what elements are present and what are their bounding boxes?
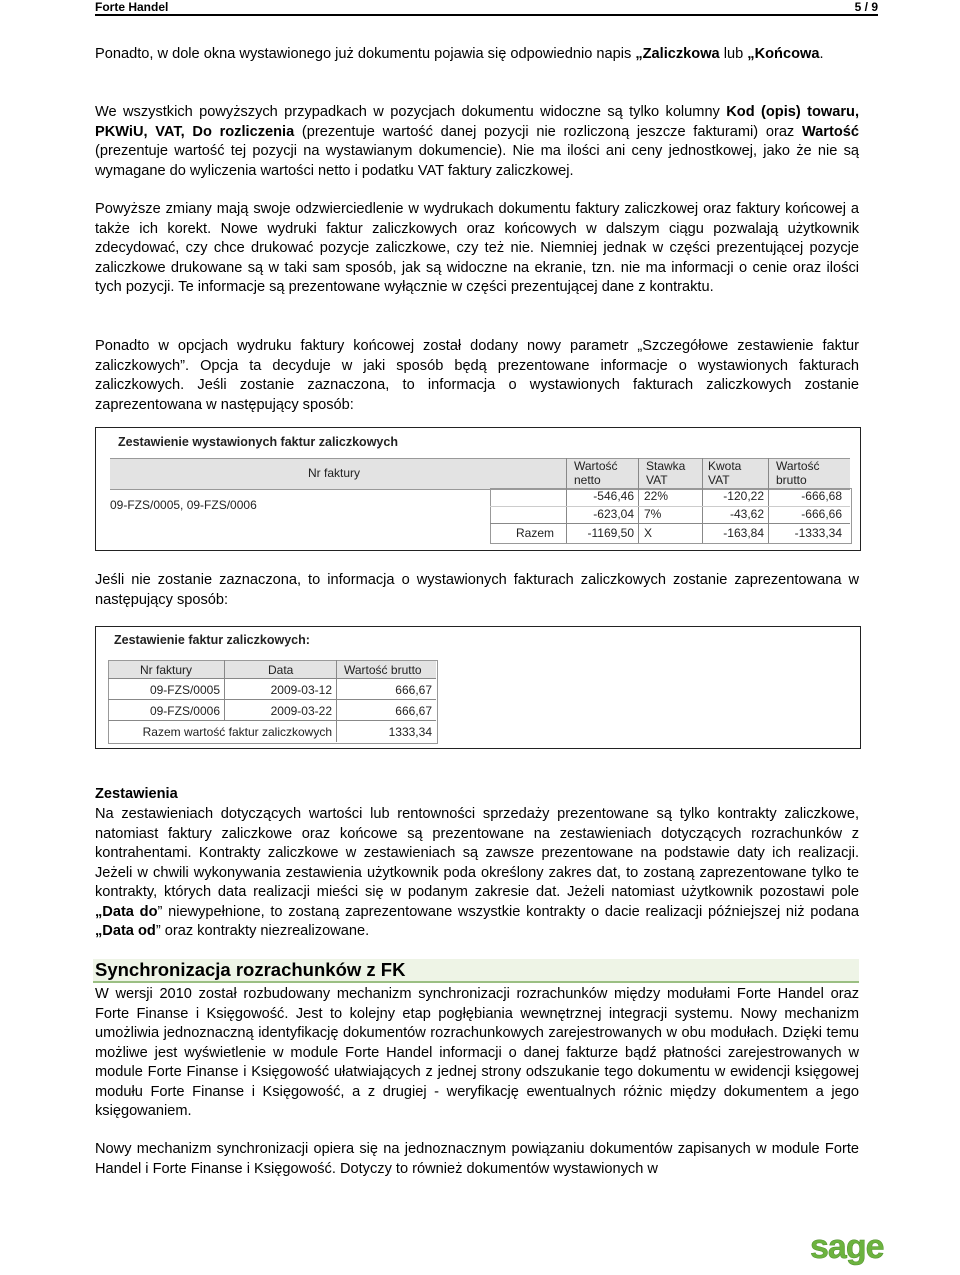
table-cell: 7% xyxy=(644,507,662,521)
figure-title: Zestawienie faktur zaliczkowych: xyxy=(114,633,310,647)
table-cell: 09-FZS/0006 xyxy=(149,704,220,718)
total-cell: -1169,50 xyxy=(587,526,634,540)
col-header-invoice-no: Nr faktury xyxy=(308,466,361,480)
table-cell: 2009-03-22 xyxy=(270,704,332,718)
advance-invoices-detailed-figure xyxy=(95,427,861,551)
header-rule xyxy=(95,15,878,16)
header-title: Forte Handel xyxy=(95,0,169,14)
section-heading xyxy=(93,959,859,983)
paragraph-4: Ponadto w opcjach wydruku faktury końcowej został dodany nowy parametr „Szczegółowe zestawienie faktur zaliczkowych”. Opcja ta decyduje w jaki sposób będą prezentowane informacje o wystawionych fakturach zaliczkowych. Jeśli zostanie zaznaczona, to informacja o wystawionych fakturach zaliczkowych zostanie zaprezentowana w następujący sposób: xyxy=(95,338,859,413)
svg-text:sage: sage xyxy=(810,1230,884,1266)
paragraph-5: Jeśli nie zostanie zaznaczona, to informacja o wystawionych fakturach zaliczkowych zostanie zaprezentowana w następujący sposób: xyxy=(95,572,859,608)
col-header-vat-amount: Kwota VAT xyxy=(708,459,742,487)
figure-title: Zestawienie wystawionych faktur zaliczkowych xyxy=(118,435,398,449)
paragraph-3: Powyższe zmiany mają swoje odzwierciedlenie w wydrukach dokumentu faktury zaliczkowej oraz faktury końcowej a także ich korekt. Nowe wydruki faktur zaliczkowych oraz końcowych w dalszym ciągu pozwalają użytkownik zdecydować, czy chce drukować pozycje zaliczkowe, czy też nie. Niemniej jednak w części prezentującej pozycje zaliczkowe drukowane są w taki sam sposób, jak są widoczne na ekranie, tzn. nie ma informacji o cenie oraz ilości tych pozycji. Te informacje są prezentowane wyłącznie w części prezentującej dane z kontraktu. xyxy=(95,201,859,295)
col-header-invoice-no: Nr faktury xyxy=(140,663,193,677)
table-cell: -43,62 xyxy=(729,507,764,521)
total-cell: -1333,34 xyxy=(794,526,842,540)
total-label: Razem wartość faktur zaliczkowych xyxy=(142,725,332,739)
sage-logo-icon xyxy=(808,1230,894,1270)
total-cell: -163,84 xyxy=(723,526,764,540)
table-cell: 666,67 xyxy=(395,704,432,718)
col-header-vat-rate: Stawka VAT xyxy=(646,459,686,487)
subheading-zestawienia: Zestawienia xyxy=(95,786,178,802)
section-title: Synchronizacja rozrachunków z FK xyxy=(95,959,406,980)
col-header-date: Data xyxy=(268,663,294,677)
total-cell: 1333,34 xyxy=(388,725,432,739)
table-cell: -623,04 xyxy=(593,507,634,521)
total-cell: X xyxy=(644,526,653,540)
table-cell: -666,66 xyxy=(801,507,842,521)
page-header xyxy=(95,0,878,15)
page-number: 5 / 9 xyxy=(854,0,878,14)
paragraph-6: Na zestawieniach dotyczących wartości lub rentowności sprzedaży prezentowane są tylko kontrakty zaliczkowe, natomiast faktury zaliczkowe oraz końcowe są prezentowane na zestawieniach dotyczących rozrachunków z kontrahentami. Kontrakty zaliczkowe w zestawieniach są zawsze prezentowane na podstawie daty ich realizacji. Jeżeli w chwili wykonywania zestawienia użytkownik poda określony zakres dat, to zostaną zaprezentowane tylko te kontrakty, których data realizacji mieści się w podanym zakresie dat. Jeżeli natomiast użytkownik pozostawi pole „Data do” niewypełnione, to zostaną zaprezentowane wszystkie kontrakty o dacie realizacji późniejszej niż podana „Data od” oraz kontrakty niezrealizowane. xyxy=(95,806,860,939)
table-cell: -120,22 xyxy=(723,489,764,503)
invoice-numbers: 09-FZS/0005, 09-FZS/0006 xyxy=(110,498,257,512)
table-cell: -546,46 xyxy=(593,489,634,503)
sage-logo xyxy=(808,1230,894,1270)
paragraph-1: Ponadto, w dole okna wystawionego już dokumentu pojawia się odpowiednio napis „Zaliczkowa lub „Końcowa. xyxy=(95,46,824,62)
paragraph-8: Nowy mechanizm synchronizacji opiera się na jednoznacznym powiązaniu dokumentów zapisanych w module Forte Handel i Forte Finanse i Księgowość. Dotyczy to również dokumentów wystawionych w xyxy=(95,1141,859,1177)
advance-invoices-summary-figure xyxy=(95,626,861,749)
paragraph-2: We wszystkich powyższych przypadkach w pozycjach dokumentu widoczne są tylko kolumny Kod (opis) towaru, PKWiU, VAT, Do rozliczenia (prezentuje wartość danej pozycji nie rozliczoną jeszcze fakturami) oraz Wartość (prezentuje wartość tej pozycji na wystawianym dokumencie). Nie ma ilości ani ceny jednostkowej, jako że nie są wymagane do wyliczenia wartości netto i podatku VAT faktury zaliczkowej. xyxy=(95,104,859,179)
table-cell: 2009-03-12 xyxy=(270,683,332,697)
table-cell: 09-FZS/0005 xyxy=(149,683,220,697)
total-label: Razem xyxy=(516,526,555,540)
col-header-gross: Wartość brutto xyxy=(776,459,820,487)
col-header-gross: Wartość brutto xyxy=(344,663,422,677)
paragraph-7: W wersji 2010 został rozbudowany mechanizm synchronizacji rozrachunków między modułami Forte Handel oraz Forte Finanse i Księgowość. Jest to kolejny etap pogłębiania wewnętrznej integracji systemu. Nowy mechanizm umożliwia jednoznaczną identyfikację dokumentów rozrachunkowych zarejestrowanych w obu modułach. Dzięki temu możliwe jest wyświetlenie w module Forte Handel informacji o danej fakturze bądź płatności zarejestrowanych w module Forte Finanse i Księgowość ułatwiających z jednej strony odszukanie tego dokumentu w ewidencji księgowej modułu Forte Finanse i Księgowość, a z drugiej - weryfikację ewentualnych różnic między dokumentem a jego księgowaniem. xyxy=(95,986,859,1119)
table-cell: 22% xyxy=(644,489,669,503)
table-cell: -666,68 xyxy=(801,489,842,503)
table-cell: 666,67 xyxy=(395,683,432,697)
col-header-net: Wartość netto xyxy=(574,459,618,487)
